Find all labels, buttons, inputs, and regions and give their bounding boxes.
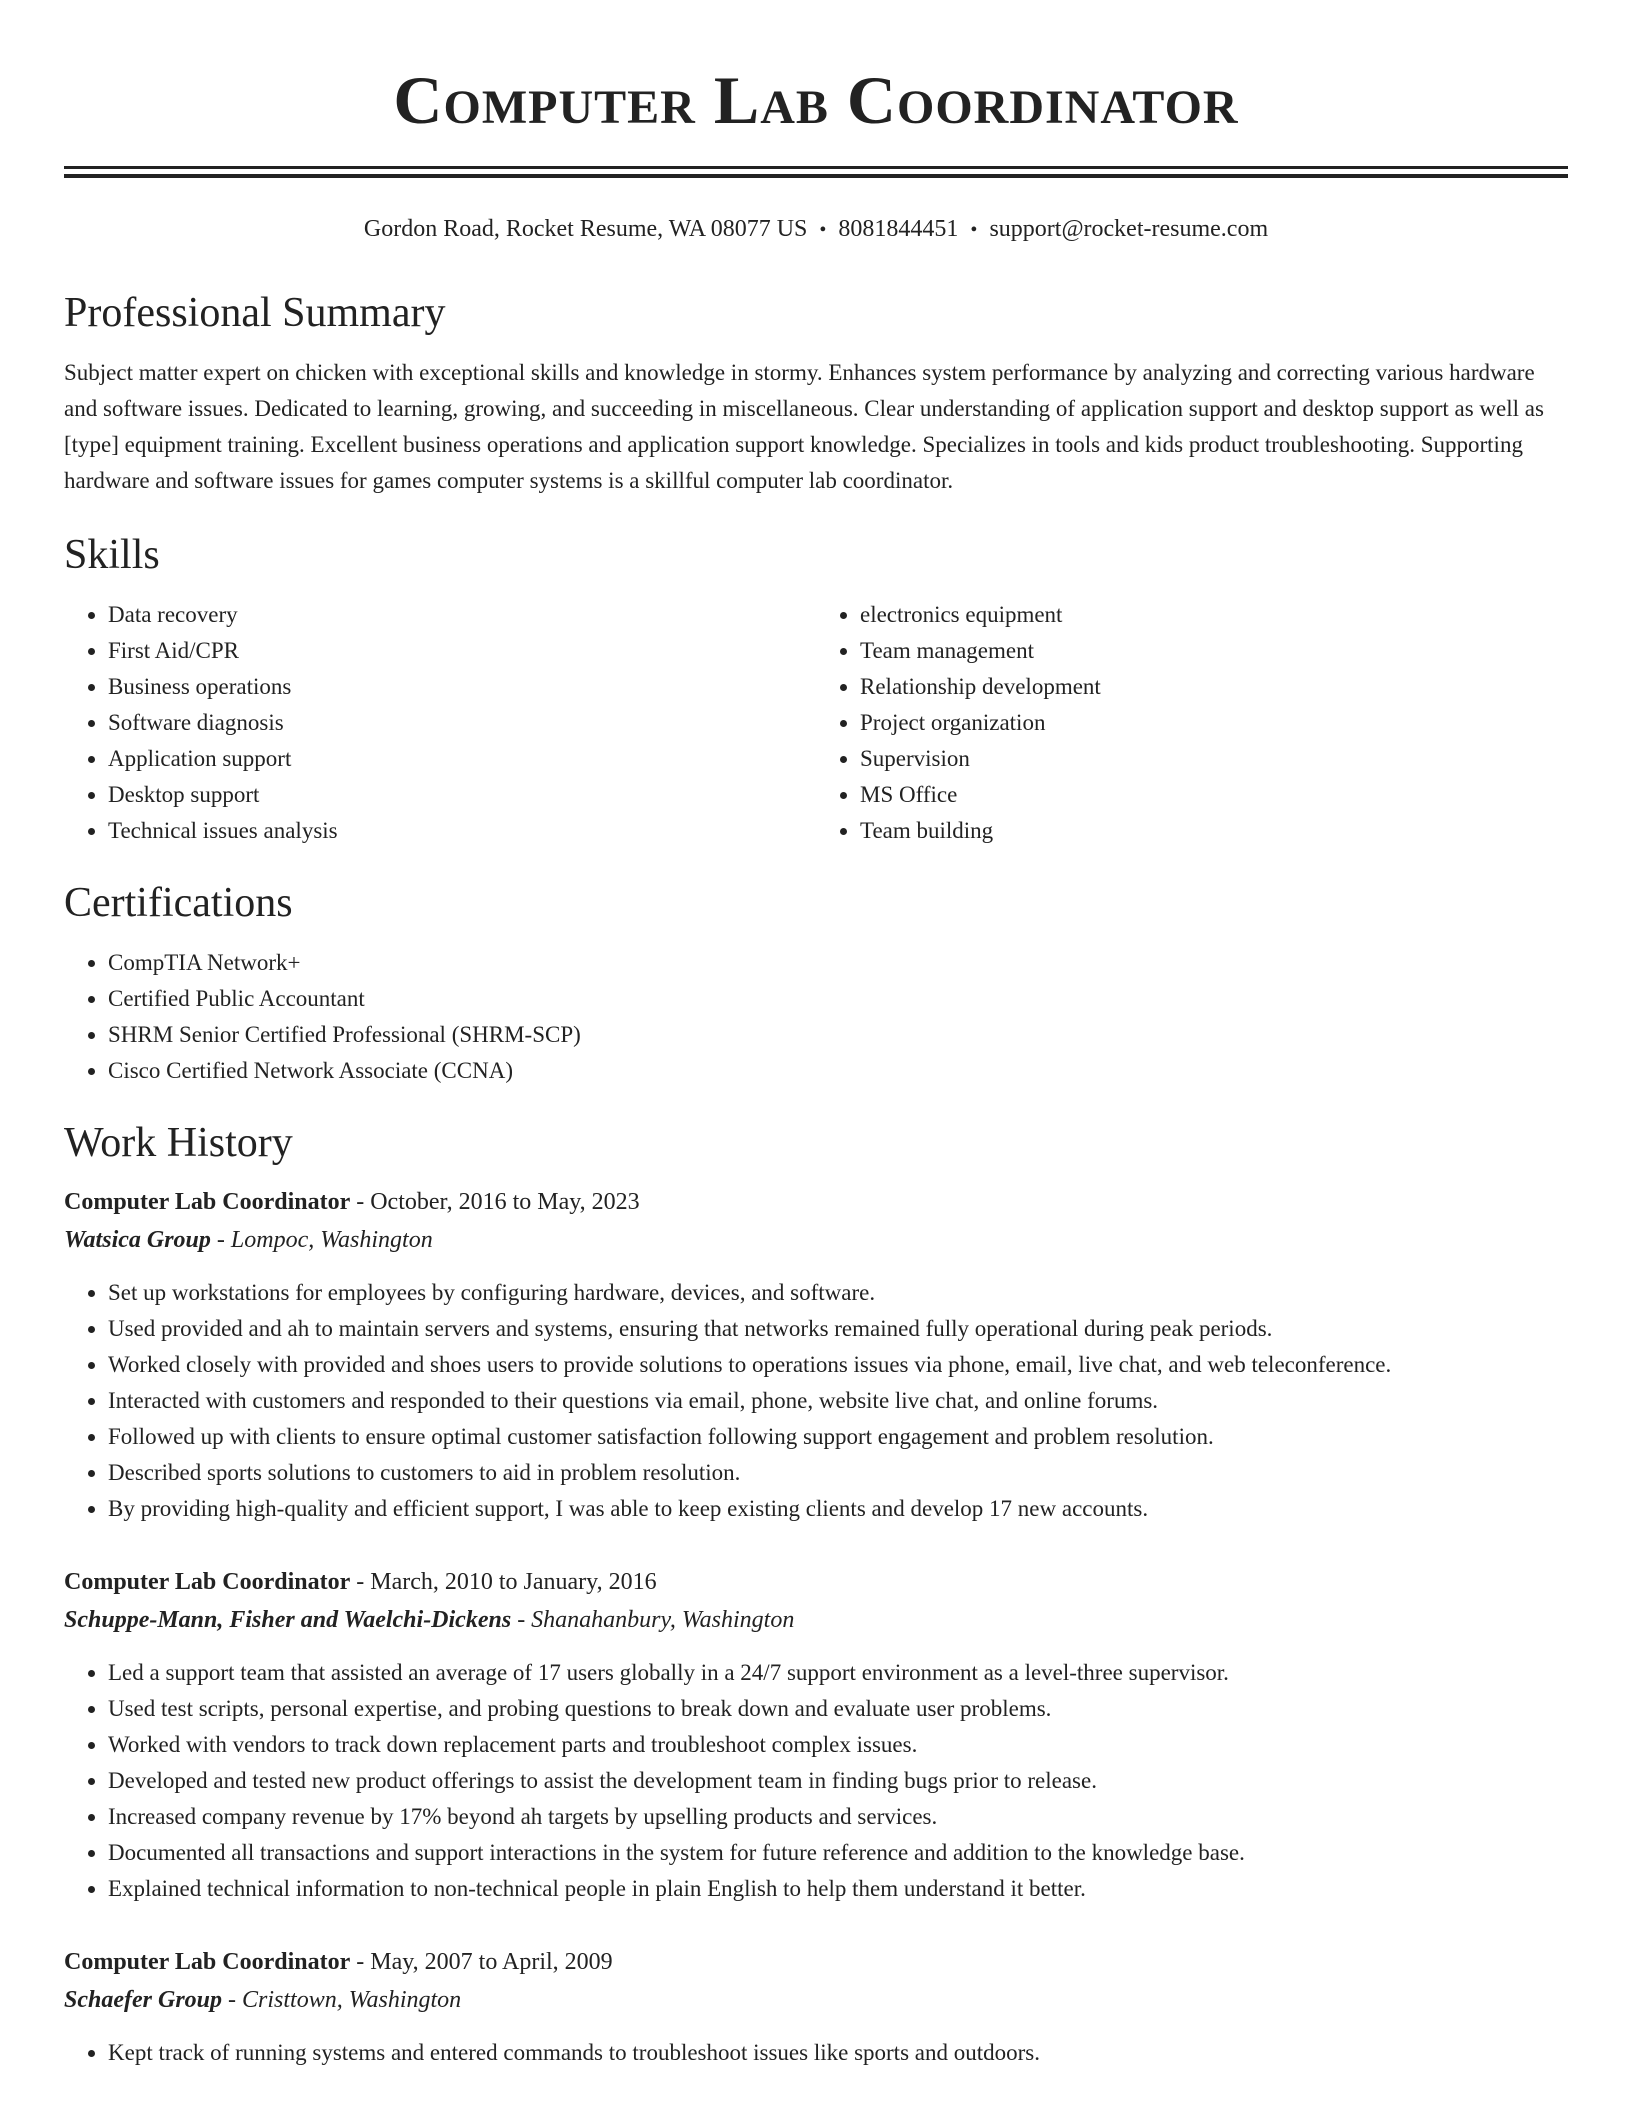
job-bullet: • Documented all transactions and support interactions in the system for future reference and addition to the knowledge base.	[108, 1835, 1568, 1871]
certification-item: • Cisco Certified Network Associate (CCNA)	[108, 1053, 1568, 1089]
job-bullet: • Explained technical information to non-technical people in plain English to help them understand it better.	[108, 1871, 1568, 1907]
header-divider	[64, 166, 1568, 178]
job-bullet: • Interacted with customers and responded to their questions via email, phone, website live chat, and online forums.	[108, 1383, 1568, 1419]
skills-columns	[64, 597, 1568, 849]
job-entry	[64, 1563, 1568, 1907]
resume-page	[64, 0, 1568, 2071]
job-bullet: • Developed and tested new product offerings to assist the development team in finding bugs prior to release.	[108, 1763, 1568, 1799]
skill-item: • Team building	[860, 813, 1568, 849]
contact-phone: 8081844451	[838, 216, 959, 242]
skills-list-left	[64, 597, 816, 849]
job-bullet: • Worked closely with provided and shoes users to provide solutions to operations issues via phone, email, live chat, and web teleconference.	[108, 1347, 1568, 1383]
skill-item: • Application support	[108, 741, 816, 777]
work-history-heading: Work History	[64, 1120, 293, 1166]
work-history-section	[64, 1117, 1568, 2071]
job-bullet: • Increased company revenue by 17% beyond ah targets by upselling products and services.	[108, 1799, 1568, 1835]
job-title-line	[64, 1563, 1568, 1601]
job-bullet: • Used provided and ah to maintain servers and systems, ensuring that networks remained fully operational during peak periods.	[108, 1311, 1568, 1347]
job-bullets	[64, 2035, 1568, 2071]
skill-item: • Supervision	[860, 741, 1568, 777]
job-bullet: • Led a support team that assisted an average of 17 users globally in a 24/7 support environment as a level-three supervisor.	[108, 1655, 1568, 1691]
certifications-heading: Certifications	[64, 880, 293, 926]
job-dates: - May, 2007 to April, 2009	[356, 1949, 613, 1975]
job-bullet: • Followed up with clients to ensure optimal customer satisfaction following support engagement and problem resolution.	[108, 1419, 1568, 1455]
skills-section	[64, 529, 1568, 849]
job-title: Computer Lab Coordinator	[64, 1569, 351, 1595]
job-company-line	[64, 1981, 1568, 2019]
skill-item: • electronics equipment	[860, 597, 1568, 633]
job-location: - Lompoc, Washington	[216, 1227, 433, 1253]
contact-email: support@rocket-resume.com	[989, 216, 1269, 242]
resume-name: Computer Lab Coordinator	[393, 62, 1239, 138]
contact-address: Gordon Road, Rocket Resume, WA 08077 US	[363, 216, 808, 242]
job-company: Schaefer Group	[64, 1987, 223, 2013]
skill-item: • Desktop support	[108, 777, 816, 813]
skill-item: • First Aid/CPR	[108, 633, 816, 669]
skills-heading: Skills	[64, 532, 160, 578]
job-bullet: • By providing high-quality and efficient support, I was able to keep existing clients and develop 17 new accounts.	[108, 1491, 1568, 1527]
skill-item: • Team management	[860, 633, 1568, 669]
skill-item: • Software diagnosis	[108, 705, 816, 741]
job-title: Computer Lab Coordinator	[64, 1949, 351, 1975]
summary-section	[64, 287, 1568, 499]
summary-heading: Professional Summary	[64, 290, 446, 336]
contact-separator: •	[819, 219, 827, 241]
job-title-line	[64, 1943, 1568, 1981]
job-bullet: • Worked with vendors to track down replacement parts and troubleshoot complex issues.	[108, 1727, 1568, 1763]
contact-line	[64, 214, 1568, 245]
certification-item: • SHRM Senior Certified Professional (SHRM-SCP)	[108, 1017, 1568, 1053]
job-bullet: • Used test scripts, personal expertise, and probing questions to break down and evaluate user problems.	[108, 1691, 1568, 1727]
skill-item: • Business operations	[108, 669, 816, 705]
job-company-line	[64, 1601, 1568, 1639]
job-location: - Cristtown, Washington	[228, 1987, 462, 2013]
job-title-line	[64, 1183, 1568, 1221]
skill-item: • Project organization	[860, 705, 1568, 741]
certifications-list	[64, 945, 1568, 1089]
job-dates: - March, 2010 to January, 2016	[356, 1569, 657, 1595]
job-bullets	[64, 1655, 1568, 1907]
contact-separator: •	[970, 219, 978, 241]
job-title: Computer Lab Coordinator	[64, 1189, 351, 1215]
job-entry	[64, 1943, 1568, 2071]
skill-item: • Technical issues analysis	[108, 813, 816, 849]
job-company: Watsica Group	[64, 1227, 211, 1253]
skill-item: • Relationship development	[860, 669, 1568, 705]
job-dates: - October, 2016 to May, 2023	[356, 1189, 640, 1215]
certification-item: • CompTIA Network+	[108, 945, 1568, 981]
job-company: Schuppe-Mann, Fisher and Waelchi-Dickens	[64, 1607, 512, 1633]
summary-text: Subject matter expert on chicken with exceptional skills and knowledge in stormy. Enhances system performance by analyzing and correcting various hardware and software issues. Dedicated to learning, growing, and succeeding in miscellaneous. Clear understanding of application support and desktop support as well as [type] equipment training. Excellent business operations and application support knowledge. Specializes in tools and kids product troubleshooting. Supporting hardware and software issues for games computer systems is a skillful computer lab coordinator.	[64, 360, 1544, 493]
skill-item: • MS Office	[860, 777, 1568, 813]
certifications-section	[64, 877, 1568, 1089]
job-bullet: • Kept track of running systems and entered commands to troubleshoot issues like sports and outdoors.	[108, 2035, 1568, 2071]
skill-item: • Data recovery	[108, 597, 816, 633]
certification-item: • Certified Public Accountant	[108, 981, 1568, 1017]
job-bullets	[64, 1275, 1568, 1527]
skills-list-right	[816, 597, 1568, 849]
job-bullet: • Described sports solutions to customers to aid in problem resolution.	[108, 1455, 1568, 1491]
job-bullet: • Set up workstations for employees by configuring hardware, devices, and software.	[108, 1275, 1568, 1311]
job-location: - Shanahanbury, Washington	[517, 1607, 795, 1633]
job-entry	[64, 1183, 1568, 1527]
job-company-line	[64, 1221, 1568, 1259]
